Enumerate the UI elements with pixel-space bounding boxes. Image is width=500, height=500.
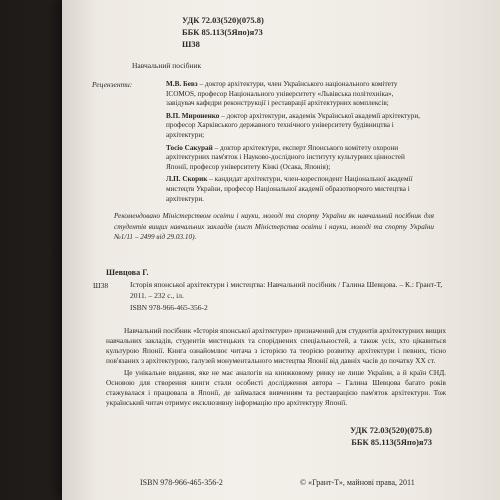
reviewer — [166, 144, 421, 173]
annotation-paragraph: Навчальний посібник «Історія японської архітектури» призначений для студентів архітектурних вищих навчальних закладів, студентів мистецьких та споріднених спеціальностей, а також усіх, хто цікавиться культурою Японії. Книга ознайомлює читача з історією та теорією розвитку архітектури і певних, тісно пов'язаних з архітектурою, галузей монументального мистецтва Японії від давніх часів до початку XX ст. — [106, 326, 446, 365]
reviewer — [166, 112, 421, 141]
reviewer-name: Л.П. Скорик — [166, 175, 208, 184]
bbk-code-bottom: ББК 85.113(5Япо)я73 — [351, 437, 432, 447]
ministry-recommendation: Рекомендовано Міністерством освіти і науки, молоді та спорту України як навчальний посібник для студентів вищих навчальних закладів (лист Міністерства освіти і науки, молоді та спорту України №1/11 – 2499 від 29.03.10). — [114, 212, 434, 241]
isbn-entry: ISBN 978-966-465-356-2 — [130, 303, 208, 312]
author-sign-code: Ш38 — [93, 281, 109, 290]
bibliographic-title: Історія японської архітектури і мистецтва: Навчальний посібник / Галина Шевцова. – К.: Грант-Т, 2011. – 232 с., іл. — [130, 280, 443, 300]
reviewer-desc: – доктор архітектури, член Українського національного комітету ICOMOS, професор Національного університету «Львівська політехніка», завідувач кафедри реконструкції і реставрації архітектурних комплексів; — [166, 80, 398, 108]
reviewers-list — [166, 80, 421, 207]
isbn-footer: ISBN 978-966-465-356-2 — [140, 478, 223, 487]
reviewer — [166, 80, 421, 109]
bbk-code: ББК 85.113(5Япо)я73 — [182, 27, 263, 37]
classification-codes-bottom — [350, 424, 432, 448]
textbook-label: Навчальний посібник — [132, 61, 202, 70]
udk-code: УДК 72.03(520)(075.8) — [182, 15, 264, 25]
reviewers-label: Рецензенти: — [92, 80, 133, 89]
book-page — [62, 0, 500, 500]
sign-code: Ш38 — [182, 39, 200, 49]
reviewer-name: Тосіо Сакурай — [166, 143, 213, 152]
copyright-notice: © «Грант-Т», майнові права, 2011 — [300, 478, 415, 487]
reviewer-name: М.В. Бевз — [166, 80, 198, 88]
reviewer-desc: – доктор архітектури, експерт Японського комітету охорони архітектурних пам'яток і Науково-дослідного інституту культурних цінностей Японії, професор університету Кінкі (Осака, Японія); — [166, 143, 405, 171]
reviewer-name: В.П. Мироненко — [166, 111, 220, 120]
udk-code-bottom: УДК 72.03(520)(075.8) — [350, 425, 432, 435]
annotation-paragraph: Це унікальне видання, яке не має аналогів на книжковому ринку не лише України, а й країн СНД. Основою для створення книги стали особисті дослідження автора – Галина Шевцова багато років стажувалася і працювала в Японії, де займалася вивченням та реставрацією пам'яток архітектури. Тож український читач отримує ексклюзивну інформацію про архітектуру Японії. — [106, 368, 446, 407]
classification-codes-top — [182, 14, 264, 50]
annotation — [106, 326, 446, 410]
reviewer — [166, 175, 421, 204]
author-name: Шевцова Г. — [106, 268, 149, 277]
reviewer-desc: – кандидат архітектури, член-кореспондент Національної академії мистецтв України, професор Національної академії образотворчого мистецтва і архітектури. — [166, 175, 413, 203]
reviewer-desc: – доктор архітектури, академік Української академії архітектури, професор Харківського державного технічного університету будівництва і архітектури; — [166, 111, 420, 139]
